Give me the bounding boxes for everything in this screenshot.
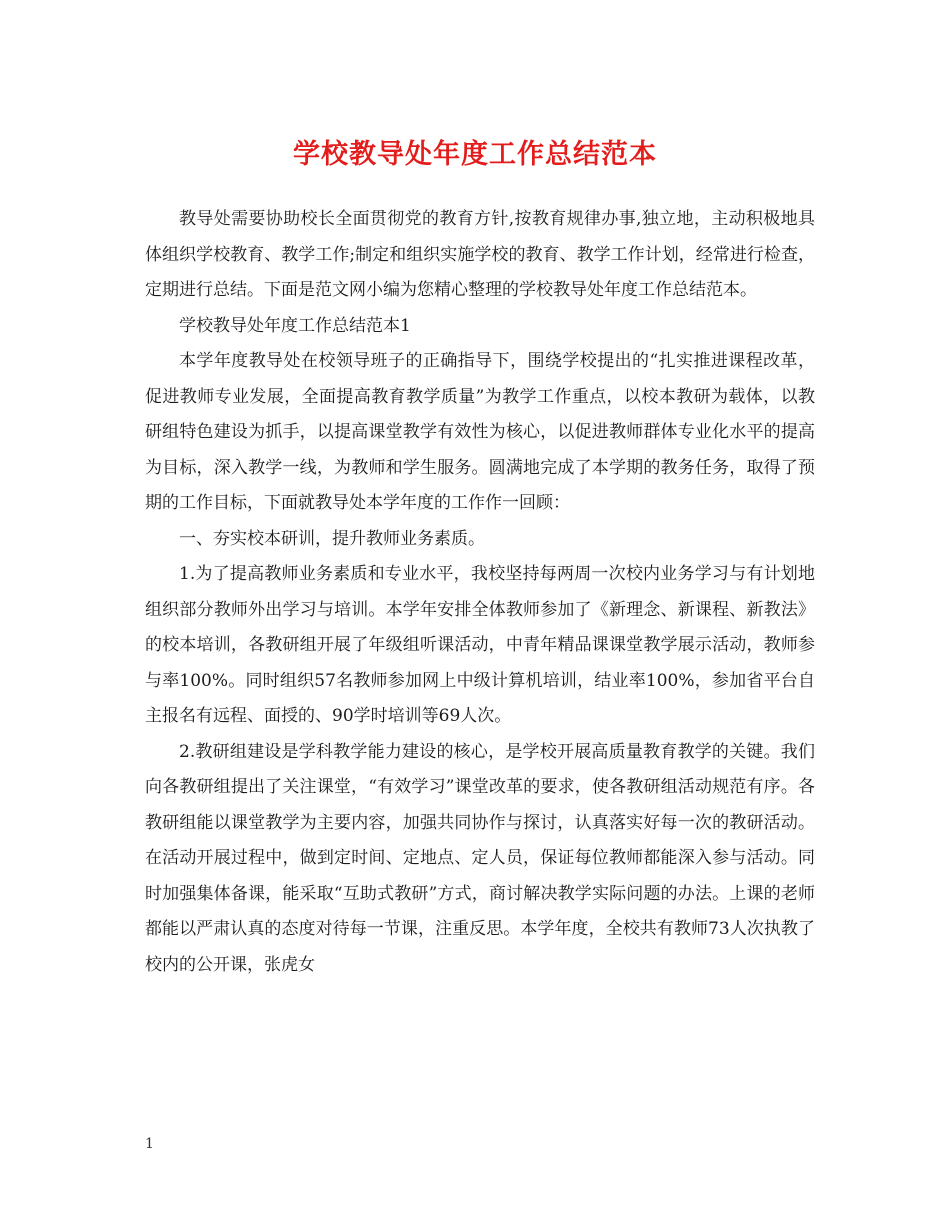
intro-paragraph: 教导处需要协助校长全面贯彻党的教育方针,按教育规律办事,独立地，主动积极地具体组织学校教育、教学工作;制定和组织实施学校的教育、教学工作计划，经常进行检查，定期进行总结。下面是范文网小编为您精心整理的学校教导处年度工作总结范本。 — [145, 209, 815, 300]
document-body — [145, 202, 815, 983]
section-heading: 学校教导处年度工作总结范本1 — [179, 315, 411, 336]
body-paragraph: 2.教研组建设是学科教学能力建设的核心，是学校开展高质量教育教学的关键。我们向各教研组提出了关注课堂，“有效学习”课堂改革的要求，使各教研组活动规范有序。各教研组能以课堂教学为主要内容，加强共同协作与探讨，认真落实好每一次的教研活动。在活动开展过程中，做到定时间、定地点、定人员，保证每位教师都能深入参与活动。同时加强集体备课，能采取“互助式教研”方式，商讨解决教学实际问题的办法。上课的老师都能以严肃认真的态度对待每一节课，注重反思。本学年度，全校共有教师73人次执教了校内的公开课，张虎女 — [145, 741, 815, 975]
document-title: 学校教导处年度工作总结范本 — [293, 139, 657, 170]
subsection-heading: 一、夯实校本研训，提升教师业务素质。 — [179, 528, 485, 549]
body-paragraph: 本学年度教导处在校领导班子的正确指导下，围绕学校提出的“扎实推进课程改革，促进教师专业发展，全面提高教育教学质量”为教学工作重点，以校本教研为载体，以教研组特色建设为抓手，以提高课堂教学有效性为核心，以促进教师群体专业化水平的提高为目标，深入教学一线，为教师和学生服务。圆满地完成了本学期的教务任务，取得了预期的工作目标，下面就教导处本学年度的工作作一回顾： — [145, 351, 815, 513]
body-paragraph: 1.为了提高教师业务素质和专业水平，我校坚持每两周一次校内业务学习与有计划地组织部分教师外出学习与培训。本学年安排全体教师参加了《新理念、新课程、新教法》的校本培训，各教研组开展了年级组听课活动，中青年精品课课堂教学展示活动，教师参与率100%。同时组织57名教师参加网上中级计算机培训，结业率100%，参加省平台自主报名有远程、面授的、90学时培训等69人次。 — [145, 564, 815, 726]
page-number: 1 — [145, 1136, 154, 1152]
